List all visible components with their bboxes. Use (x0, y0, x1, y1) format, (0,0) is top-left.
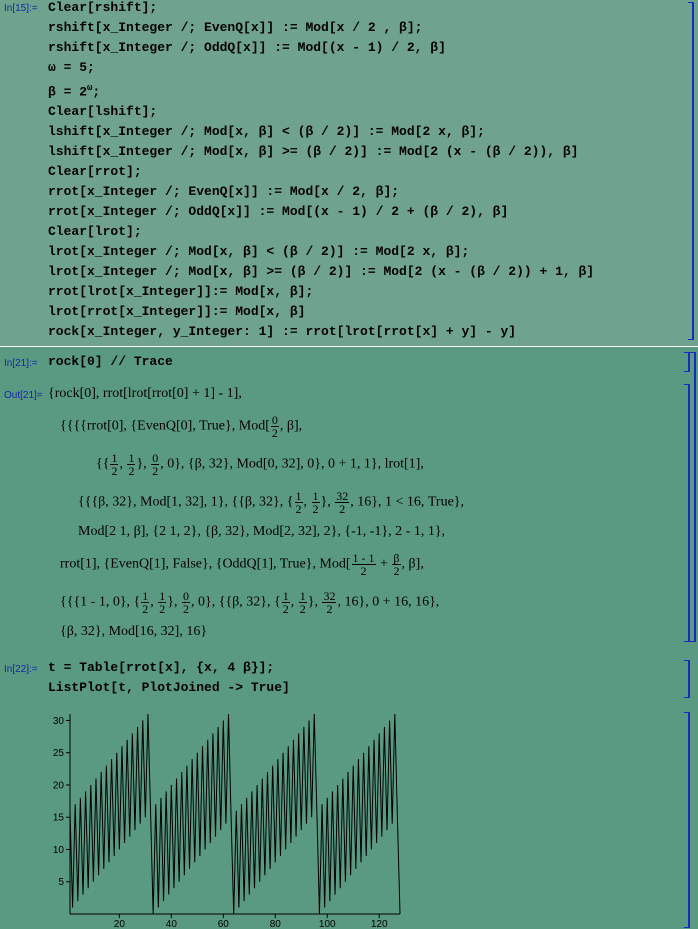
y-tick-label: 15 (52, 812, 64, 824)
code-line: Clear[lshift]; (48, 104, 158, 120)
trace-line-4: {{{β, 32}, Mod[1, 32], 1}, {{β, 32}, { $\frac{1}{2}$ , $\frac{1}{2}$ }, $\frac{32}{2}$ , 16}, 1 < 16, True}, (78, 489, 465, 516)
trace-line-5: Mod[2 1, β], {2 1, 2}, {β, 32}, Mod[2, 32], 2}, {-1, -1}, 2 - 1, 1}, (78, 524, 446, 539)
fraction: $\frac{1}{2}$ (282, 589, 289, 616)
code-line: $\beta = 2^\omega$; (48, 83, 101, 100)
trace-line-8: {β, 32}, Mod[16, 32], 16} (60, 624, 208, 639)
cell-label-in22: In[22]:= (4, 664, 38, 675)
cell-label-out21: Out[21]= (4, 390, 43, 401)
fraction: $\frac{0}{2}$ (183, 589, 189, 616)
code-line: rshift[x_Integer /; OddQ[x]] := Mod[(x - 1) / 2, β] (48, 40, 446, 55)
code-line: lrot[x_Integer /; Mod[x, β] < (β / 2)] := Mod[2 x, β]; (48, 244, 470, 260)
list-plot (40, 708, 420, 929)
x-tick-label: 20 (113, 919, 125, 929)
cell-bracket-plot[interactable] (684, 712, 690, 928)
x-tick-labels (114, 919, 388, 929)
code-line: rock[x_Integer, y_Integer: 1] := rrot[lrot[rrot[x] + y] - y] (48, 324, 517, 340)
code-line: rrot[x_Integer /; OddQ[x]] := Mod[(x - 1) / 2 + (β / 2), β] (48, 204, 509, 220)
trace-line-6: rrot[1], {EvenQ[1], False}, {OddQ[1], True}, Mod[ $\frac{1 - 1}{2}$ + $\frac{\beta}{2}$ , β], (60, 551, 424, 578)
trace-line-3: {{ $\frac{1}{2}$ , $\frac{1}{2}$ }, $\frac{0}{2}$ , 0}, {β, 32}, Mod[0, 32], 0}, 0 + 1, 1}, lrot[1], (96, 451, 424, 478)
fraction: $\frac{0}{2}$ (152, 451, 159, 478)
cell-label-in15: In[15]:= (4, 3, 38, 14)
code-line: ω = 5; (48, 60, 95, 75)
input-cell-in15[interactable] (48, 0, 594, 342)
trace-line-7: {{{1 - 1, 0}, { $\frac{1}{2}$ , $\frac{1}{2}$ }, $\frac{0}{2}$ , 0}, {{β, 32}, { $\frac{1}{2}$ , $\frac{1}{2}$ }, $\frac{32}{2}$ , 16}, 0 + 16, 16}, (60, 589, 440, 616)
code-line: rrot[lrot[x_Integer]]:= Mod[x, β]; (48, 284, 314, 300)
input-cell-in22-line-2[interactable]: ListPlot[t, PlotJoined -> True] (48, 680, 290, 695)
code-line: rshift[x_Integer /; EvenQ[x]] := Mod[x / 2 , β]; (48, 20, 423, 35)
x-tick-label: 40 (165, 919, 177, 929)
y-tick-label: 10 (52, 844, 64, 856)
fraction: $\frac{1}{2}$ (299, 589, 306, 616)
y-tick-label: 30 (52, 715, 64, 727)
trace-line-2: {{{{rrot[0], {EvenQ[0], True}, Mod[ $\frac{0}{2}$ , β], (60, 413, 303, 440)
x-tick-label: 100 (318, 919, 336, 929)
code-line: lrot[x_Integer /; Mod[x, β] >= (β / 2)] := Mod[2 (x - (β / 2)) + 1, β] (48, 264, 595, 280)
y-tick-label: 20 (52, 780, 64, 792)
code-line: lrot[rrot[x_Integer]]:= Mod[x, β] (48, 304, 306, 320)
code-line: lshift[x_Integer /; Mod[x, β] >= (β / 2)] := Mod[2 (x - (β / 2)), β] (48, 144, 579, 160)
trace-line-1: {rock[0], rrot[lrot[rrot[0] + 1] - 1], (48, 386, 242, 401)
fraction: $\frac{32}{2}$ (323, 589, 336, 616)
fraction: $\frac{0}{2}$ (271, 413, 278, 440)
x-tick-label: 120 (370, 919, 388, 929)
code-line: Clear[rshift]; (48, 0, 158, 15)
input-cell-in21[interactable]: rock[0] // Trace (48, 354, 173, 369)
plot-series-line (70, 714, 400, 914)
fraction: $\frac{\beta}{2}$ (393, 551, 400, 578)
code-line: rrot[x_Integer /; EvenQ[x]] := Mod[x / 2, β]; (48, 184, 400, 200)
fraction: $\frac{1}{2}$ (295, 489, 302, 516)
code-line: Clear[lrot]; (48, 224, 142, 240)
fraction: $\frac{1 - 1}{2}$ (352, 551, 375, 578)
code-line: Clear[rrot]; (48, 164, 142, 180)
input-cell-in22-line-1[interactable]: t = Table[rrot[x], {x, 4 β}]; (48, 660, 275, 675)
code-line: lshift[x_Integer /; Mod[x, β] < (β / 2)] := Mod[2 x, β]; (48, 124, 485, 140)
y-tick-label: 25 (52, 748, 64, 760)
cell-bracket-in15[interactable] (688, 2, 694, 340)
x-tick-label: 80 (269, 919, 281, 929)
y-tick-label: 5 (58, 877, 64, 889)
fraction: $\frac{32}{2}$ (336, 489, 349, 516)
cell-separator (0, 346, 698, 347)
fraction: $\frac{1}{2}$ (128, 451, 135, 478)
fraction: $\frac{1}{2}$ (312, 489, 319, 516)
fraction: $\frac{1}{2}$ (159, 589, 166, 616)
cell-group-bracket-21[interactable] (690, 352, 696, 642)
fraction: $\frac{1}{2}$ (111, 451, 118, 478)
y-tick-labels (53, 716, 65, 888)
fraction: $\frac{1}{2}$ (142, 589, 149, 616)
exponent: ω (87, 83, 93, 93)
cell-bracket-in22[interactable] (684, 660, 690, 698)
x-tick-label: 60 (217, 919, 229, 929)
cell-label-in21: In[21]:= (4, 358, 38, 369)
